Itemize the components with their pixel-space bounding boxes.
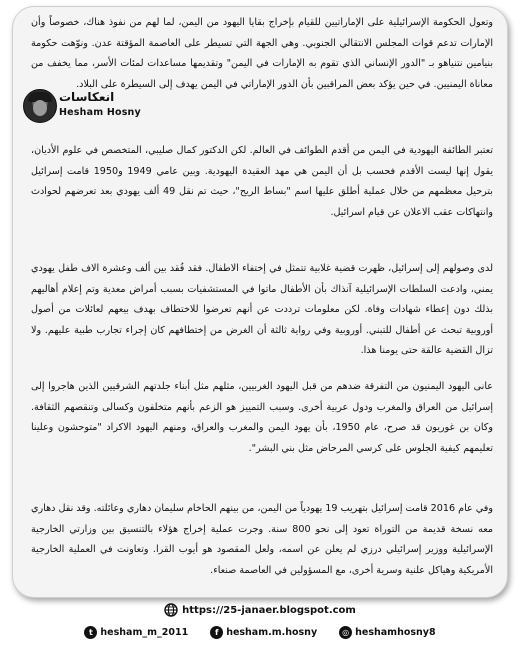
facebook-handle: hesham.m.hosny <box>226 627 318 638</box>
twitter-handle: hesham_m_2011 <box>100 627 189 638</box>
blog-url[interactable]: https://25-janaer.blogspot.com <box>182 604 356 616</box>
brand-arabic-name: انعكاسات <box>59 90 115 104</box>
twitter-link[interactable] <box>84 626 188 639</box>
social-links <box>0 626 520 639</box>
article-card <box>12 6 508 598</box>
brand-latin-name: Hesham Hosny <box>59 107 141 118</box>
paragraph-3: لدى وصولهم إلى إسرائيل، ظهرت قضية غلابية تتمثل في إختفاء الاطفال. فقد فُقد بين ألف وعشرة الاف طفل يهودي يمني، وادعت السلطات الإسرائيلية آنذاك بأن الأطفال ماتوا في المستشفيات بسبب أمراض معدية وتم إعلام أهاليهم بذلك دون إعطاء شهادات وفاة. لكن معلومات ترددت عن أنهم تعرضوا للاختطاف بهدف بيعهم لعائلات من أصول أوروبية تبحث عن أطفال للتبني. أوروبية وفي رواية ثالثة أن الغرض من إختطافهم كان إجراء تجارب طبية عليهم. ولا تزال القضية عالقة حتى يومنا هذا. <box>31 263 493 356</box>
globe-icon <box>164 603 178 617</box>
paragraph-4: عانى اليهود اليمنيون من التفرقة ضدهم من قبل اليهود الغربيين، مثلهم مثل أبناء جلدتهم الشرقيين الذين هاجروا إلى إسرائيل من العراق والمغرب ودول عربية أخرى. وسبب التمييز هو الزعم بأنهم متخلفون وكسالى وتنقصهم الثقافة. وكان بن غوريون قد صرح، عام 1950، بأن يهود اليمن والمغرب والعراق، ومنهم اليهود الاكراد "متوحشون وعلينا تعليمهم كيفية الجلوس على كرسي المرحاض مثل بني البشر". <box>31 381 494 454</box>
facebook-icon: f <box>210 626 223 639</box>
brand-logo <box>23 89 143 123</box>
twitter-icon: t <box>84 626 97 639</box>
paragraph-5: وفي عام 2016 قامت إسرائيل بتهريب 19 يهودياً من اليمن، من بينهم الحاخام سليمان دهاري وعائلته. وقد نقل دهاري معه نسخة قديمة من التوراة تعود إلى نحو 800 سنة. وجرت عملية إخراج هؤلاء بالتنسيق بين وزارتي الخارجية الإسرائيلية ووزير إسرائيلي درزي لم يعلن عن اسمه، ولعل المقصود هو أيوب القرا. وتعاونت في العملية الخارجية الأمريكية وهياكل علنية وسرية أخرى، مع المسؤولين في العاصمة صنعاء. <box>31 503 494 576</box>
paragraph-1: وتعول الحكومة الإسرائيلية على الإماراتيين للقيام بإخراج بقايا اليهود من اليمن، لما لهم من نفوذ هناك، خصوصاً وأن الإمارات تدعم قوات المجلس الانتقالي الجنوبي. وهي الجهة التي تسيطر على العاصمة المؤقتة عدن. ونوّهت حكومة بنيامين نتنياهو بـ "الدور الإنساني الذي تقوم به الإمارات في اليمن" وتقديمها مساعدات لمئات الأسر، مما يخفف من معاناة اليمنيين. في حين يؤكد بعض المراقبين بأن الدور الإماراتي في اليمن يهدف إلى السيطرة على البلاد. <box>31 17 493 90</box>
paragraph-2: تعتبر الطائفة اليهودية في اليمن من أقدم الطوائف في العالم. لكن الدكتور كمال صليبي، المتخصص في علوم الأديان، يقول إنها ليست الأقدم فحسب بل أن اليمن هي مهد العقيدة اليهودية. وبين عامي 1949 و1950 قامت إسرائيل بترحيل معظمهم من خلال عملية أطلق عليها اسم "بساط الريح"، حيث تم نقل 49 ألف يهودي بعد تعرضهم لحوادث وانتهاكات عقب الاعلان عن قيام اسرائيل. <box>31 145 493 218</box>
avatar <box>23 89 57 123</box>
instagram-icon: ◎ <box>339 626 352 639</box>
footer-url[interactable] <box>0 603 520 617</box>
instagram-handle: heshamhosny8 <box>355 627 436 638</box>
instagram-link[interactable] <box>339 626 435 639</box>
facebook-link[interactable] <box>210 626 317 639</box>
